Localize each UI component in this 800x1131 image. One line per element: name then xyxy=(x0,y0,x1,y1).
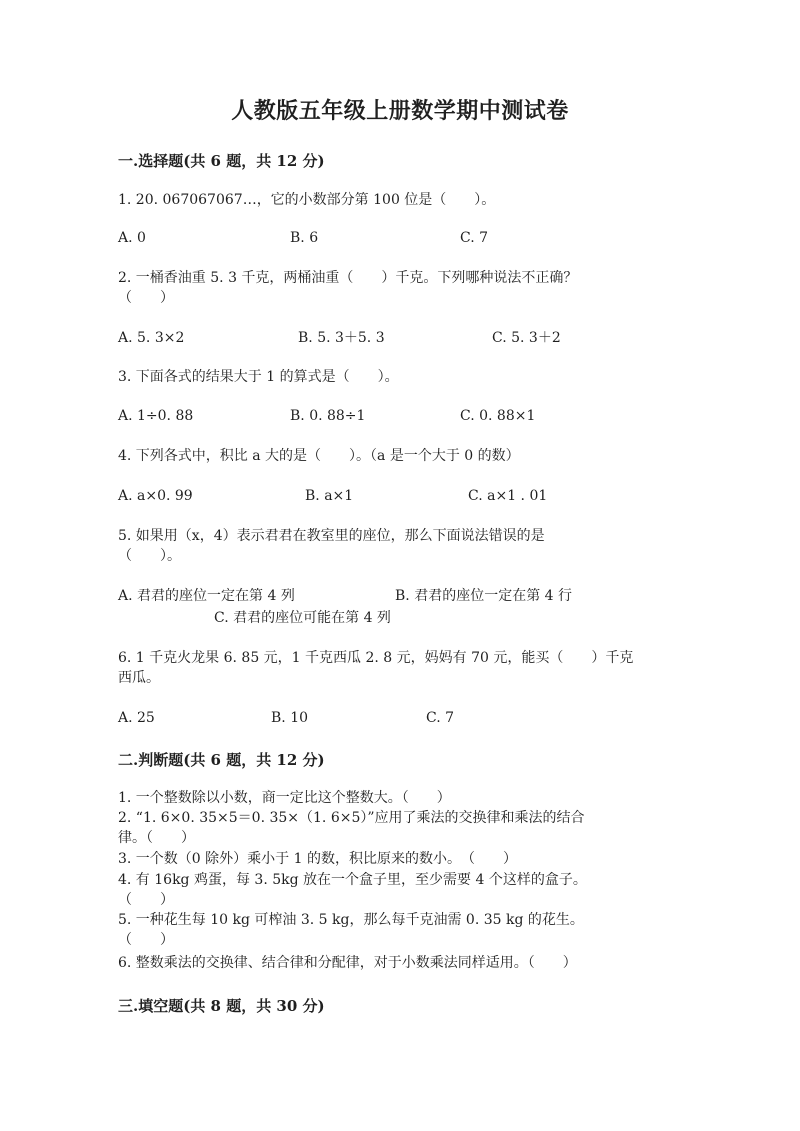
choice-question-2-text-line1: 2. 一桶香油重 5. 3 千克，两桶油重（ ）千克。下列哪种说法不正确？ xyxy=(118,270,578,286)
choice-question-3-option-c: C. 0. 88×1 xyxy=(460,408,536,424)
choice-question-1-option-b: B. 6 xyxy=(290,230,319,246)
choice-question-6-option-a: A. 25 xyxy=(118,710,155,726)
judgment-question-2-text-line1: 2. “1. 6×0. 35×5＝0. 35×（1. 6×5）”应用了乘法的交换律和乘法的结合 xyxy=(118,810,585,826)
choice-question-1-option-a: A. 0 xyxy=(118,230,146,246)
judgment-question-3-text: 3. 一个数（0 除外）乘小于 1 的数，积比原来的数小。 （ ） xyxy=(118,851,517,867)
judgment-question-4-text-line1: 4. 有 16kg 鸡蛋，每 3. 5kg 放在一个盒子里，至少需要 4 个这样的盒子。 xyxy=(118,872,587,888)
section-title-judgment: 二.判断题(共 6 题，共 12 分) xyxy=(118,751,325,769)
judgment-question-5-text-line2: （ ） xyxy=(118,932,174,948)
judgment-question-6 xyxy=(118,953,688,973)
choice-question-4-option-a: A. a×0. 99 xyxy=(118,488,193,504)
judgment-question-4 xyxy=(118,870,688,910)
choice-question-6-option-c: C. 7 xyxy=(426,710,455,726)
choice-question-6-text-line2: 西瓜。 xyxy=(118,670,160,686)
judgment-question-2-text-line2: 律。（ ） xyxy=(118,830,195,846)
exam-title: 人教版五年级上册数学期中测试卷 xyxy=(231,98,569,124)
choice-question-4 xyxy=(118,446,688,466)
judgment-question-1-text: 1. 一个整数除以小数，商一定比这个整数大。（ ） xyxy=(118,790,451,806)
judgment-question-5 xyxy=(118,910,688,950)
choice-question-4-option-b: B. a×1 xyxy=(305,488,354,504)
choice-question-4-text: 4. 下列各式中，积比 a 大的是（ ）。（a 是一个大于 0 的数） xyxy=(118,448,520,464)
choice-question-2-option-c: C. 5. 3＋2 xyxy=(492,330,561,346)
choice-question-4-option-c: C. a×1 . 01 xyxy=(468,488,548,504)
choice-question-5-option-a: A. 君君的座位一定在第 4 列 xyxy=(118,588,295,604)
choice-question-2-text-line2: （ ） xyxy=(118,290,174,306)
judgment-question-1 xyxy=(118,788,688,808)
choice-question-3-text: 3. 下面各式的结果大于 1 的算式是（ ）。 xyxy=(118,369,399,385)
choice-question-2 xyxy=(118,268,688,308)
choice-question-3-option-b: B. 0. 88÷1 xyxy=(290,408,366,424)
choice-question-1-text: 1. 20. 067067067…，它的小数部分第 100 位是（ ）。 xyxy=(118,192,496,208)
choice-question-3-option-a: A. 1÷0. 88 xyxy=(118,408,194,424)
judgment-question-2 xyxy=(118,808,688,848)
choice-question-5 xyxy=(118,526,688,566)
choice-question-2-option-b: B. 5. 3＋5. 3 xyxy=(298,330,385,346)
choice-question-3 xyxy=(118,367,688,387)
choice-question-1 xyxy=(118,190,688,210)
choice-question-5-text-line1: 5. 如果用（x，4）表示君君在教室里的座位，那么下面说法错误的是 xyxy=(118,528,545,544)
judgment-question-3 xyxy=(118,849,688,869)
choice-question-6-option-b: B. 10 xyxy=(271,710,309,726)
choice-question-6-text-line1: 6. 1 千克火龙果 6. 85 元，1 千克西瓜 2. 8 元，妈妈有 70 元，能买（ ）千克 xyxy=(118,650,634,666)
section-title-fill-in: 三.填空题(共 8 题，共 30 分) xyxy=(118,997,325,1015)
judgment-question-6-text: 6. 整数乘法的交换律、结合律和分配律，对于小数乘法同样适用。（ ） xyxy=(118,955,577,971)
judgment-question-5-text-line1: 5. 一种花生每 10 kg 可榨油 3. 5 kg，那么每千克油需 0. 35 kg 的花生。 xyxy=(118,912,584,928)
choice-question-5-option-b: B. 君君的座位一定在第 4 行 xyxy=(395,588,572,604)
choice-question-1-option-c: C. 7 xyxy=(460,230,489,246)
choice-question-6 xyxy=(118,648,688,688)
choice-question-5-option-c: C. 君君的座位可能在第 4 列 xyxy=(214,610,391,626)
judgment-question-4-text-line2: （ ） xyxy=(118,892,174,908)
choice-question-5-text-line2: （ ）。 xyxy=(118,548,181,564)
choice-question-2-option-a: A. 5. 3×2 xyxy=(118,330,185,346)
section-title-choice: 一.选择题(共 6 题，共 12 分) xyxy=(118,152,325,170)
